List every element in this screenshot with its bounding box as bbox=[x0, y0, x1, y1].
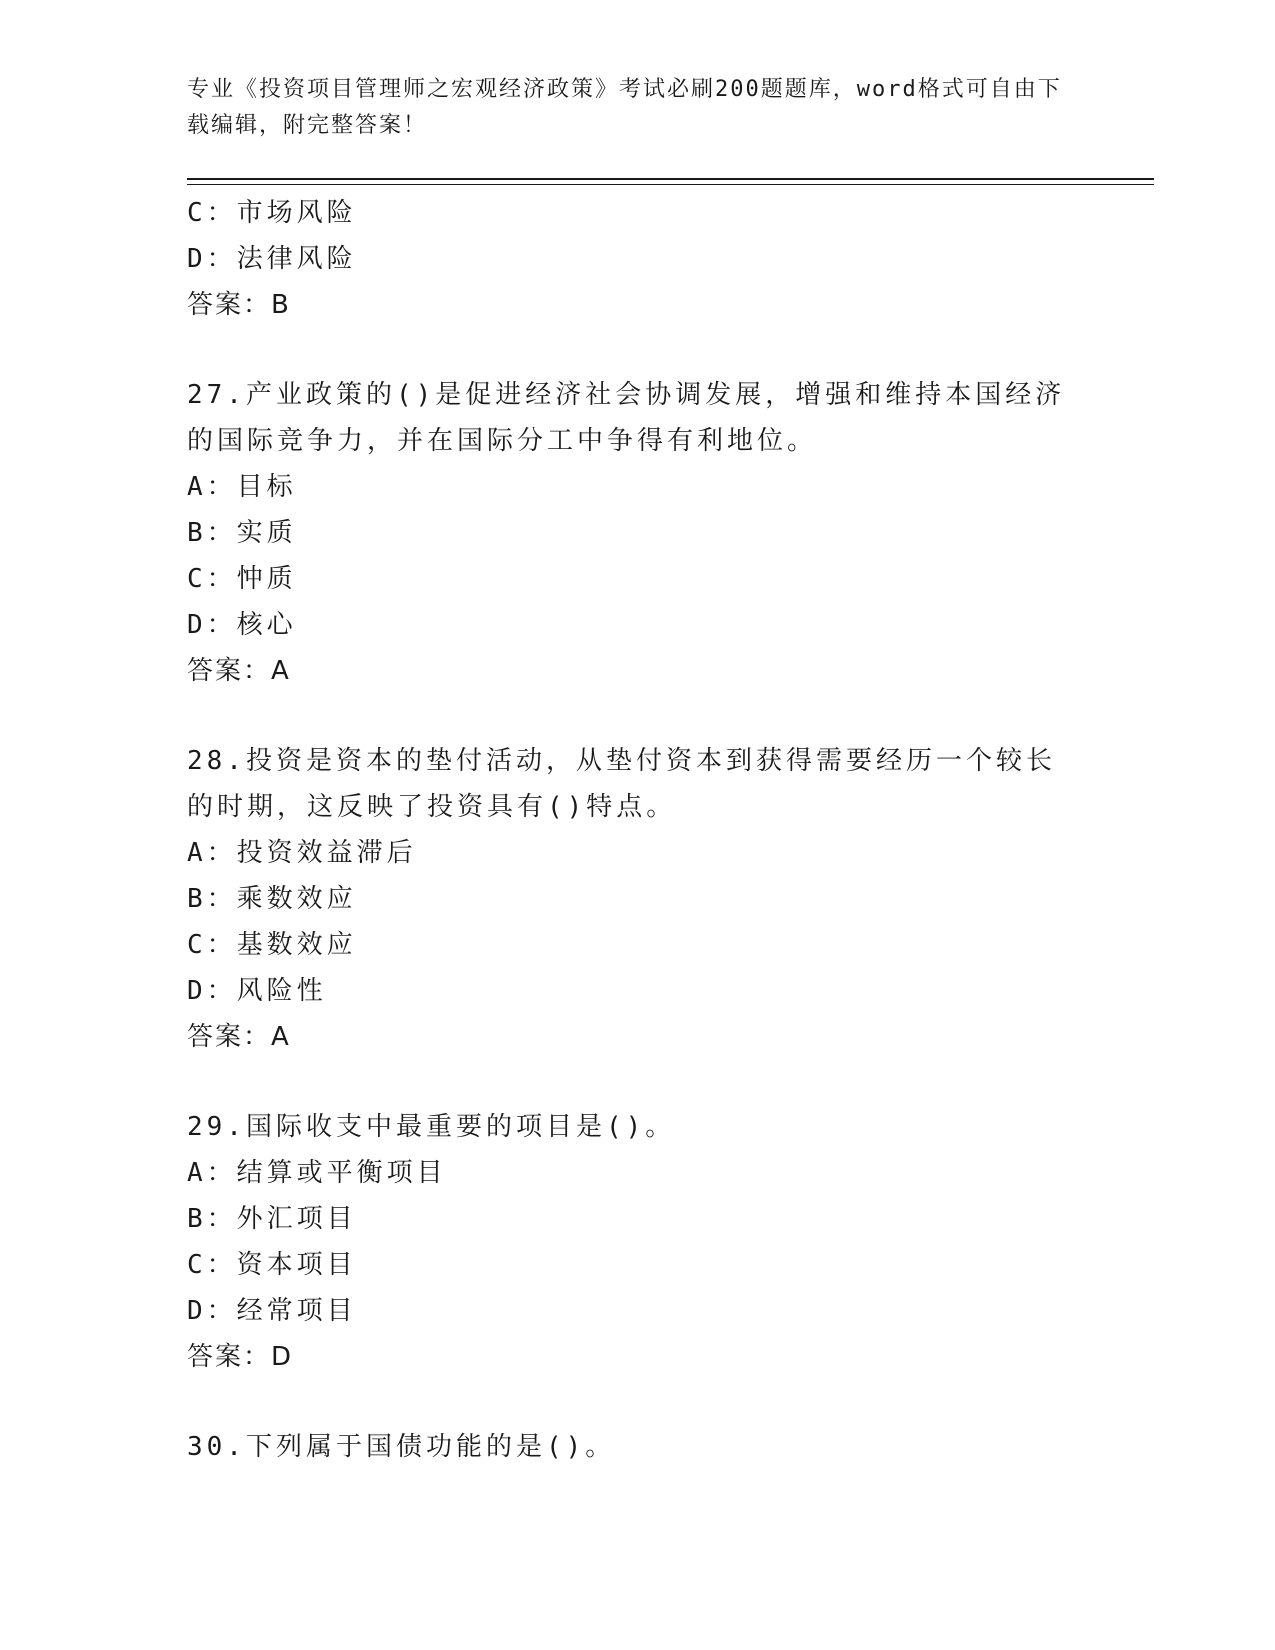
option-c: C：资本项目 bbox=[187, 1250, 357, 1280]
option-d: D：核心 bbox=[187, 610, 297, 640]
option-d: D：法律风险 bbox=[187, 244, 357, 274]
header-rule-thick bbox=[187, 178, 1154, 180]
answer: 答案：A bbox=[187, 656, 291, 686]
option-b: B：乘数效应 bbox=[187, 884, 357, 914]
header-rule-thin bbox=[187, 184, 1154, 185]
question-27 bbox=[187, 372, 1087, 694]
question-text: 28.投资是资本的垫付活动，从垫付资本到获得需要经历一个较长的时期，这反映了投资具有()特点。 bbox=[187, 746, 1056, 822]
previous-question-tail bbox=[187, 190, 1087, 328]
option-a: A：结算或平衡项目 bbox=[187, 1158, 447, 1188]
option-a: A：目标 bbox=[187, 472, 297, 502]
answer: 答案：B bbox=[187, 290, 291, 320]
option-d: D：风险性 bbox=[187, 976, 327, 1006]
question-29 bbox=[187, 1104, 1087, 1380]
question-text: 30.下列属于国债功能的是()。 bbox=[187, 1432, 616, 1462]
option-d: D：经常项目 bbox=[187, 1296, 357, 1326]
option-b: B：外汇项目 bbox=[187, 1204, 357, 1234]
question-30 bbox=[187, 1424, 1087, 1470]
option-c: C：基数效应 bbox=[187, 930, 357, 960]
answer: 答案：D bbox=[187, 1342, 294, 1372]
option-b: B：实质 bbox=[187, 518, 297, 548]
document-body bbox=[187, 190, 1087, 1470]
document-header: 专业《投资项目管理师之宏观经济政策》考试必刷200题题库，word格式可自由下载编辑，附完整答案！ bbox=[187, 77, 1062, 138]
option-c: C：市场风险 bbox=[187, 198, 357, 228]
question-28 bbox=[187, 738, 1087, 1060]
answer: 答案：A bbox=[187, 1022, 291, 1052]
option-a: A：投资效益滞后 bbox=[187, 838, 417, 868]
option-c: C：忡质 bbox=[187, 564, 297, 594]
question-text: 27.产业政策的()是促进经济社会协调发展，增强和维持本国经济的国际竞争力，并在国际分工中争得有利地位。 bbox=[187, 380, 1066, 456]
question-text: 29.国际收支中最重要的项目是()。 bbox=[187, 1112, 676, 1142]
